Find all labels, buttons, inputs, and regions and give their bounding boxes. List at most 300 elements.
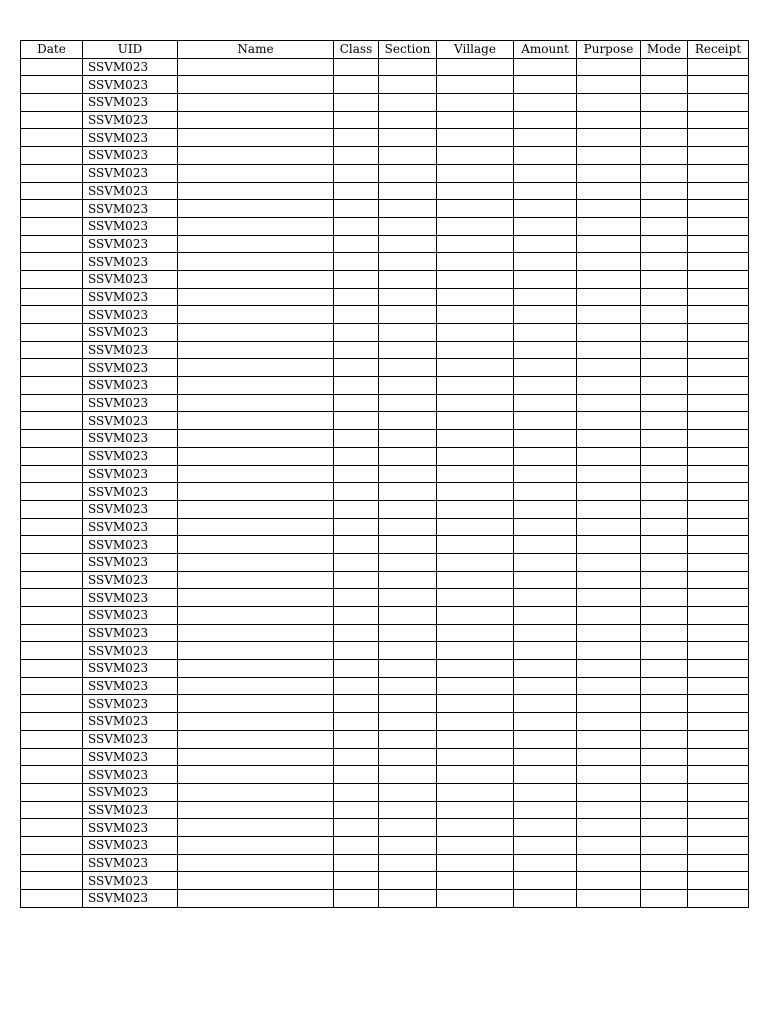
cell-purpose bbox=[577, 483, 641, 501]
cell-date bbox=[21, 217, 83, 235]
cell-class bbox=[334, 324, 379, 342]
cell-village bbox=[437, 571, 514, 589]
cell-mode bbox=[641, 217, 688, 235]
cell-village bbox=[437, 164, 514, 182]
cell-class bbox=[334, 801, 379, 819]
cell-date bbox=[21, 412, 83, 430]
cell-class bbox=[334, 465, 379, 483]
cell-village bbox=[437, 518, 514, 536]
cell-name bbox=[178, 872, 334, 890]
cell-purpose bbox=[577, 890, 641, 908]
cell-receipt bbox=[688, 288, 749, 306]
cell-mode bbox=[641, 270, 688, 288]
table-row bbox=[21, 571, 749, 589]
cell-name bbox=[178, 447, 334, 465]
cell-amount bbox=[514, 324, 577, 342]
cell-receipt bbox=[688, 536, 749, 554]
cell-name bbox=[178, 553, 334, 571]
cell-section bbox=[379, 217, 437, 235]
cell-purpose bbox=[577, 129, 641, 147]
cell-class bbox=[334, 200, 379, 218]
cell-amount bbox=[514, 730, 577, 748]
table-body bbox=[21, 58, 749, 907]
cell-class bbox=[334, 607, 379, 625]
cell-section bbox=[379, 288, 437, 306]
cell-class bbox=[334, 536, 379, 554]
cell-name bbox=[178, 94, 334, 112]
cell-purpose bbox=[577, 642, 641, 660]
cell-name bbox=[178, 571, 334, 589]
cell-purpose bbox=[577, 288, 641, 306]
cell-village bbox=[437, 200, 514, 218]
cell-name bbox=[178, 748, 334, 766]
cell-receipt bbox=[688, 730, 749, 748]
cell-receipt bbox=[688, 695, 749, 713]
cell-name bbox=[178, 483, 334, 501]
cell-uid: SSVM023 bbox=[83, 58, 178, 76]
cell-receipt bbox=[688, 589, 749, 607]
table-row bbox=[21, 200, 749, 218]
cell-mode bbox=[641, 748, 688, 766]
cell-receipt bbox=[688, 660, 749, 678]
cell-date bbox=[21, 341, 83, 359]
cell-receipt bbox=[688, 306, 749, 324]
cell-class bbox=[334, 819, 379, 837]
cell-purpose bbox=[577, 412, 641, 430]
cell-village bbox=[437, 500, 514, 518]
cell-date bbox=[21, 447, 83, 465]
cell-uid: SSVM023 bbox=[83, 589, 178, 607]
cell-amount bbox=[514, 164, 577, 182]
cell-mode bbox=[641, 164, 688, 182]
cell-name bbox=[178, 182, 334, 200]
cell-uid: SSVM023 bbox=[83, 854, 178, 872]
cell-amount bbox=[514, 836, 577, 854]
cell-receipt bbox=[688, 819, 749, 837]
cell-purpose bbox=[577, 872, 641, 890]
cell-date bbox=[21, 730, 83, 748]
table-row bbox=[21, 324, 749, 342]
cell-amount bbox=[514, 465, 577, 483]
cell-section bbox=[379, 412, 437, 430]
cell-name bbox=[178, 111, 334, 129]
cell-amount bbox=[514, 518, 577, 536]
cell-purpose bbox=[577, 624, 641, 642]
cell-village bbox=[437, 872, 514, 890]
cell-class bbox=[334, 111, 379, 129]
column-header-mode: Mode bbox=[641, 41, 688, 59]
cell-amount bbox=[514, 147, 577, 165]
cell-name bbox=[178, 430, 334, 448]
cell-uid: SSVM023 bbox=[83, 217, 178, 235]
cell-mode bbox=[641, 801, 688, 819]
cell-receipt bbox=[688, 217, 749, 235]
cell-amount bbox=[514, 270, 577, 288]
cell-mode bbox=[641, 412, 688, 430]
cell-purpose bbox=[577, 553, 641, 571]
cell-section bbox=[379, 890, 437, 908]
cell-section bbox=[379, 394, 437, 412]
cell-uid: SSVM023 bbox=[83, 483, 178, 501]
cell-uid: SSVM023 bbox=[83, 306, 178, 324]
cell-date bbox=[21, 607, 83, 625]
cell-class bbox=[334, 483, 379, 501]
cell-receipt bbox=[688, 430, 749, 448]
cell-date bbox=[21, 147, 83, 165]
cell-section bbox=[379, 94, 437, 112]
cell-section bbox=[379, 571, 437, 589]
table-row bbox=[21, 819, 749, 837]
cell-class bbox=[334, 253, 379, 271]
cell-section bbox=[379, 129, 437, 147]
cell-village bbox=[437, 624, 514, 642]
cell-amount bbox=[514, 129, 577, 147]
cell-receipt bbox=[688, 766, 749, 784]
cell-date bbox=[21, 111, 83, 129]
cell-section bbox=[379, 553, 437, 571]
cell-date bbox=[21, 553, 83, 571]
column-header-section: Section bbox=[379, 41, 437, 59]
cell-purpose bbox=[577, 766, 641, 784]
cell-name bbox=[178, 412, 334, 430]
cell-name bbox=[178, 766, 334, 784]
cell-amount bbox=[514, 447, 577, 465]
cell-section bbox=[379, 766, 437, 784]
cell-purpose bbox=[577, 306, 641, 324]
cell-name bbox=[178, 624, 334, 642]
cell-village bbox=[437, 589, 514, 607]
cell-name bbox=[178, 341, 334, 359]
cell-name bbox=[178, 377, 334, 395]
cell-receipt bbox=[688, 76, 749, 94]
cell-purpose bbox=[577, 235, 641, 253]
cell-name bbox=[178, 854, 334, 872]
cell-class bbox=[334, 589, 379, 607]
cell-purpose bbox=[577, 200, 641, 218]
cell-receipt bbox=[688, 677, 749, 695]
cell-receipt bbox=[688, 447, 749, 465]
cell-class bbox=[334, 306, 379, 324]
cell-village bbox=[437, 536, 514, 554]
cell-section bbox=[379, 111, 437, 129]
table-row bbox=[21, 377, 749, 395]
cell-uid: SSVM023 bbox=[83, 571, 178, 589]
table-row bbox=[21, 217, 749, 235]
cell-section bbox=[379, 607, 437, 625]
cell-receipt bbox=[688, 200, 749, 218]
cell-purpose bbox=[577, 324, 641, 342]
cell-receipt bbox=[688, 890, 749, 908]
cell-date bbox=[21, 164, 83, 182]
cell-section bbox=[379, 465, 437, 483]
cell-purpose bbox=[577, 607, 641, 625]
cell-mode bbox=[641, 76, 688, 94]
cell-mode bbox=[641, 447, 688, 465]
cell-uid: SSVM023 bbox=[83, 270, 178, 288]
cell-name bbox=[178, 695, 334, 713]
table-row bbox=[21, 730, 749, 748]
cell-village bbox=[437, 730, 514, 748]
cell-class bbox=[334, 872, 379, 890]
cell-section bbox=[379, 359, 437, 377]
cell-mode bbox=[641, 836, 688, 854]
cell-section bbox=[379, 306, 437, 324]
cell-mode bbox=[641, 766, 688, 784]
cell-uid: SSVM023 bbox=[83, 235, 178, 253]
cell-date bbox=[21, 536, 83, 554]
table-row bbox=[21, 129, 749, 147]
cell-mode bbox=[641, 500, 688, 518]
cell-village bbox=[437, 430, 514, 448]
cell-mode bbox=[641, 589, 688, 607]
cell-amount bbox=[514, 94, 577, 112]
cell-class bbox=[334, 341, 379, 359]
cell-receipt bbox=[688, 836, 749, 854]
cell-date bbox=[21, 324, 83, 342]
cell-village bbox=[437, 412, 514, 430]
column-header-amount: Amount bbox=[514, 41, 577, 59]
cell-mode bbox=[641, 465, 688, 483]
cell-class bbox=[334, 730, 379, 748]
cell-receipt bbox=[688, 465, 749, 483]
table-row bbox=[21, 677, 749, 695]
cell-class bbox=[334, 571, 379, 589]
cell-amount bbox=[514, 253, 577, 271]
cell-receipt bbox=[688, 359, 749, 377]
cell-receipt bbox=[688, 377, 749, 395]
cell-mode bbox=[641, 182, 688, 200]
cell-date bbox=[21, 394, 83, 412]
cell-name bbox=[178, 306, 334, 324]
cell-village bbox=[437, 270, 514, 288]
cell-purpose bbox=[577, 111, 641, 129]
cell-date bbox=[21, 377, 83, 395]
table-row bbox=[21, 748, 749, 766]
cell-receipt bbox=[688, 571, 749, 589]
cell-date bbox=[21, 483, 83, 501]
cell-uid: SSVM023 bbox=[83, 377, 178, 395]
cell-amount bbox=[514, 783, 577, 801]
cell-mode bbox=[641, 58, 688, 76]
cell-mode bbox=[641, 677, 688, 695]
cell-purpose bbox=[577, 341, 641, 359]
cell-purpose bbox=[577, 182, 641, 200]
cell-date bbox=[21, 766, 83, 784]
cell-amount bbox=[514, 58, 577, 76]
cell-section bbox=[379, 341, 437, 359]
cell-section bbox=[379, 783, 437, 801]
cell-purpose bbox=[577, 536, 641, 554]
cell-amount bbox=[514, 748, 577, 766]
cell-uid: SSVM023 bbox=[83, 500, 178, 518]
cell-name bbox=[178, 500, 334, 518]
cell-amount bbox=[514, 819, 577, 837]
table-row bbox=[21, 836, 749, 854]
cell-date bbox=[21, 253, 83, 271]
table-row bbox=[21, 660, 749, 678]
cell-mode bbox=[641, 607, 688, 625]
cell-amount bbox=[514, 801, 577, 819]
cell-amount bbox=[514, 695, 577, 713]
cell-purpose bbox=[577, 518, 641, 536]
cell-name bbox=[178, 642, 334, 660]
cell-village bbox=[437, 748, 514, 766]
cell-village bbox=[437, 607, 514, 625]
table-row bbox=[21, 624, 749, 642]
cell-section bbox=[379, 182, 437, 200]
cell-receipt bbox=[688, 518, 749, 536]
cell-receipt bbox=[688, 147, 749, 165]
cell-name bbox=[178, 129, 334, 147]
cell-section bbox=[379, 235, 437, 253]
cell-date bbox=[21, 695, 83, 713]
table-row bbox=[21, 465, 749, 483]
cell-section bbox=[379, 377, 437, 395]
cell-date bbox=[21, 288, 83, 306]
cell-uid: SSVM023 bbox=[83, 430, 178, 448]
cell-receipt bbox=[688, 607, 749, 625]
cell-mode bbox=[641, 253, 688, 271]
cell-uid: SSVM023 bbox=[83, 412, 178, 430]
cell-section bbox=[379, 324, 437, 342]
cell-amount bbox=[514, 235, 577, 253]
cell-mode bbox=[641, 553, 688, 571]
cell-mode bbox=[641, 642, 688, 660]
cell-amount bbox=[514, 306, 577, 324]
cell-mode bbox=[641, 730, 688, 748]
cell-section bbox=[379, 200, 437, 218]
cell-name bbox=[178, 589, 334, 607]
cell-mode bbox=[641, 306, 688, 324]
cell-mode bbox=[641, 129, 688, 147]
cell-uid: SSVM023 bbox=[83, 518, 178, 536]
table-row bbox=[21, 306, 749, 324]
cell-mode bbox=[641, 483, 688, 501]
table-row bbox=[21, 341, 749, 359]
cell-uid: SSVM023 bbox=[83, 836, 178, 854]
cell-purpose bbox=[577, 253, 641, 271]
cell-name bbox=[178, 76, 334, 94]
cell-purpose bbox=[577, 394, 641, 412]
cell-amount bbox=[514, 589, 577, 607]
cell-receipt bbox=[688, 58, 749, 76]
cell-name bbox=[178, 200, 334, 218]
cell-name bbox=[178, 465, 334, 483]
cell-class bbox=[334, 217, 379, 235]
cell-section bbox=[379, 642, 437, 660]
cell-section bbox=[379, 164, 437, 182]
table-row bbox=[21, 164, 749, 182]
cell-mode bbox=[641, 854, 688, 872]
cell-amount bbox=[514, 412, 577, 430]
cell-name bbox=[178, 359, 334, 377]
cell-village bbox=[437, 147, 514, 165]
cell-village bbox=[437, 394, 514, 412]
cell-class bbox=[334, 642, 379, 660]
cell-section bbox=[379, 58, 437, 76]
cell-class bbox=[334, 500, 379, 518]
cell-uid: SSVM023 bbox=[83, 607, 178, 625]
cell-village bbox=[437, 217, 514, 235]
cell-village bbox=[437, 890, 514, 908]
cell-mode bbox=[641, 359, 688, 377]
cell-village bbox=[437, 483, 514, 501]
cell-name bbox=[178, 783, 334, 801]
cell-date bbox=[21, 200, 83, 218]
cell-amount bbox=[514, 394, 577, 412]
cell-class bbox=[334, 695, 379, 713]
cell-class bbox=[334, 377, 379, 395]
cell-class bbox=[334, 766, 379, 784]
table-row bbox=[21, 872, 749, 890]
table-row bbox=[21, 430, 749, 448]
cell-class bbox=[334, 235, 379, 253]
cell-amount bbox=[514, 536, 577, 554]
cell-class bbox=[334, 836, 379, 854]
cell-purpose bbox=[577, 748, 641, 766]
cell-uid: SSVM023 bbox=[83, 359, 178, 377]
cell-class bbox=[334, 553, 379, 571]
cell-mode bbox=[641, 571, 688, 589]
cell-date bbox=[21, 58, 83, 76]
cell-purpose bbox=[577, 76, 641, 94]
cell-receipt bbox=[688, 748, 749, 766]
cell-class bbox=[334, 288, 379, 306]
cell-amount bbox=[514, 624, 577, 642]
cell-amount bbox=[514, 890, 577, 908]
cell-uid: SSVM023 bbox=[83, 695, 178, 713]
table-row bbox=[21, 182, 749, 200]
cell-village bbox=[437, 377, 514, 395]
cell-class bbox=[334, 677, 379, 695]
cell-amount bbox=[514, 288, 577, 306]
cell-receipt bbox=[688, 164, 749, 182]
cell-purpose bbox=[577, 359, 641, 377]
cell-amount bbox=[514, 713, 577, 731]
cell-village bbox=[437, 253, 514, 271]
cell-purpose bbox=[577, 465, 641, 483]
cell-village bbox=[437, 713, 514, 731]
cell-uid: SSVM023 bbox=[83, 447, 178, 465]
cell-village bbox=[437, 306, 514, 324]
cell-uid: SSVM023 bbox=[83, 730, 178, 748]
cell-village bbox=[437, 235, 514, 253]
cell-name bbox=[178, 288, 334, 306]
cell-section bbox=[379, 854, 437, 872]
cell-village bbox=[437, 129, 514, 147]
cell-section bbox=[379, 695, 437, 713]
cell-date bbox=[21, 76, 83, 94]
cell-receipt bbox=[688, 713, 749, 731]
cell-section bbox=[379, 836, 437, 854]
cell-name bbox=[178, 235, 334, 253]
cell-receipt bbox=[688, 500, 749, 518]
cell-date bbox=[21, 890, 83, 908]
cell-uid: SSVM023 bbox=[83, 394, 178, 412]
table-row bbox=[21, 94, 749, 112]
cell-date bbox=[21, 235, 83, 253]
cell-village bbox=[437, 783, 514, 801]
cell-amount bbox=[514, 607, 577, 625]
cell-section bbox=[379, 76, 437, 94]
cell-date bbox=[21, 660, 83, 678]
cell-uid: SSVM023 bbox=[83, 465, 178, 483]
cell-amount bbox=[514, 642, 577, 660]
cell-amount bbox=[514, 571, 577, 589]
cell-section bbox=[379, 872, 437, 890]
cell-amount bbox=[514, 76, 577, 94]
cell-name bbox=[178, 270, 334, 288]
